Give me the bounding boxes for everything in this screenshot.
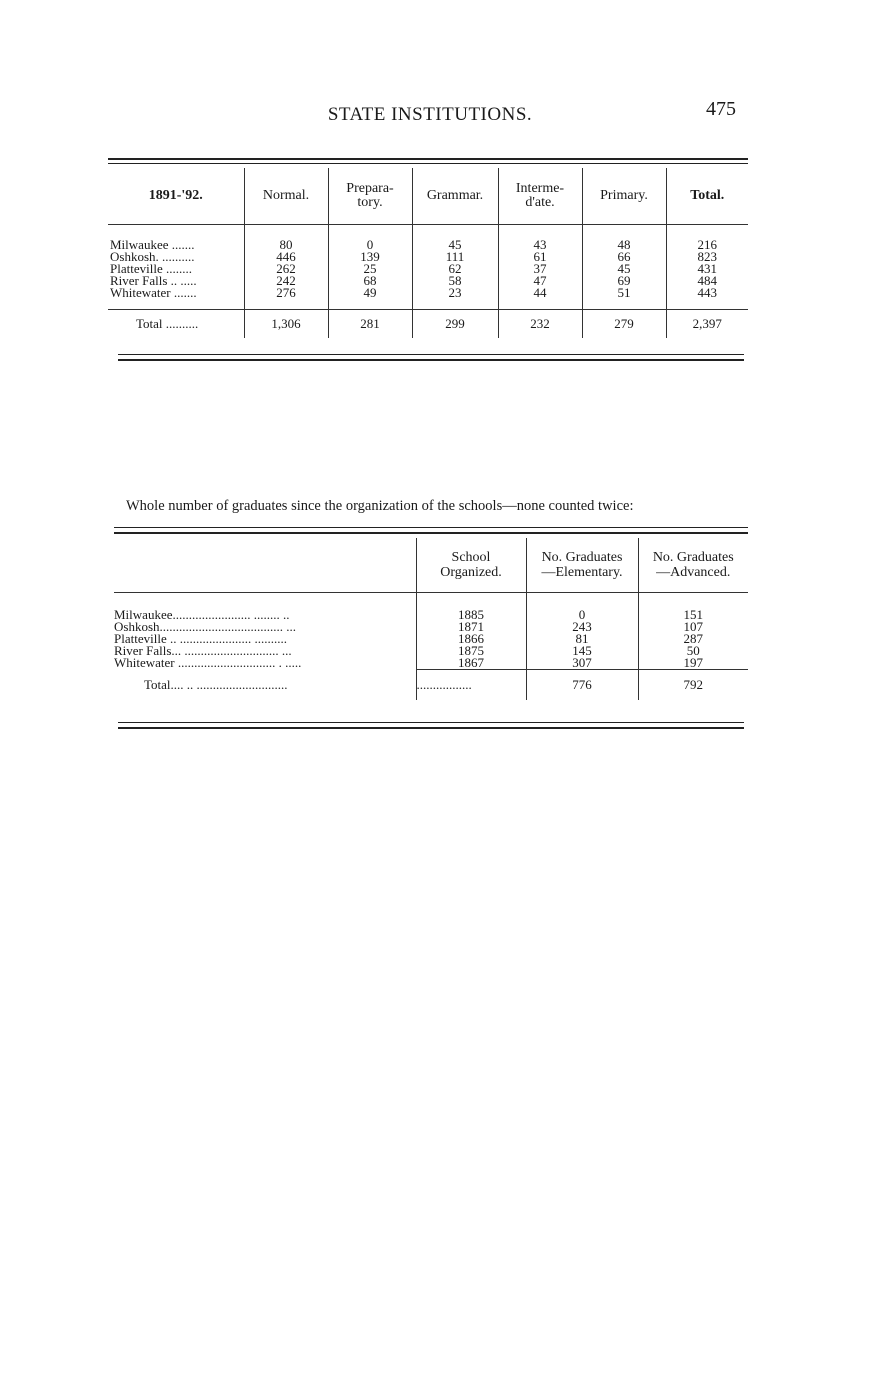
- table-cell: 68: [328, 275, 412, 287]
- table-row: [108, 263, 748, 275]
- bottom-double-rule-upper: [118, 354, 744, 355]
- table-cell: 69: [582, 275, 666, 287]
- table-cell: 823: [697, 249, 717, 264]
- table-caption: Whole number of graduates since the organization of the schools—none counted twice:: [126, 498, 634, 514]
- running-title: STATE INSTITUTIONS.: [327, 104, 533, 125]
- table-cell: 139: [328, 251, 412, 263]
- top-double-rule-lower: [114, 532, 748, 534]
- table-cell: 242: [244, 275, 328, 287]
- total-label: Total.... .. ............................: [144, 676, 288, 692]
- table-cell: 0: [526, 609, 638, 621]
- bottom-double-rule-lower: [118, 727, 744, 729]
- table-cell: 80: [244, 239, 328, 251]
- row-label: Whitewater .............................. . .....: [114, 657, 302, 670]
- column-header-intermediate: Interme- d'ate.: [498, 168, 582, 225]
- table-row: [114, 645, 748, 657]
- graduates-table: [114, 538, 748, 700]
- row-label: Oshkosh...................................... ...: [114, 621, 297, 633]
- table-cell: 1866: [416, 633, 526, 645]
- total-label: Total ..........: [108, 310, 244, 339]
- row-label: Platteville ........: [108, 263, 244, 275]
- row-label: River Falls .. .....: [108, 275, 244, 287]
- table-cell: 307: [526, 657, 638, 670]
- table-cell: 431: [697, 261, 717, 276]
- total-cell: 776: [526, 670, 638, 701]
- total-cell: 2,397: [666, 310, 748, 339]
- graduates-header-row: [114, 538, 748, 593]
- table-row: [108, 275, 748, 287]
- table-cell: 62: [412, 263, 498, 275]
- table-cell: 37: [498, 263, 582, 275]
- table-cell: 44: [498, 287, 582, 299]
- table-row: [114, 621, 748, 633]
- table-cell: 107: [683, 619, 703, 634]
- table-cell: 66: [582, 251, 666, 263]
- enrollment-table: [108, 168, 748, 338]
- total-row: [114, 670, 748, 701]
- column-header-primary: Primary.: [582, 168, 666, 225]
- table-row: [108, 287, 748, 299]
- table-row: [108, 251, 748, 263]
- table-cell: 81: [526, 633, 638, 645]
- row-label: Milwaukee........................ ........ ..: [114, 609, 290, 621]
- column-header-elementary: No. Graduates —Elementary.: [526, 538, 638, 593]
- table-cell: 216: [697, 237, 717, 252]
- column-header-grammar: Grammar.: [412, 168, 498, 225]
- table-cell: 23: [412, 287, 498, 299]
- table-cell: 443: [697, 285, 717, 300]
- row-label: Whitewater .......: [108, 287, 244, 299]
- row-label: Oshkosh. ..........: [108, 251, 244, 263]
- table-cell: 49: [328, 287, 412, 299]
- bottom-double-rule-lower: [118, 359, 744, 361]
- table-cell: 1871: [416, 621, 526, 633]
- table-cell: 1875: [416, 645, 526, 657]
- enrollment-header-row: [108, 168, 748, 225]
- column-header-blank: [114, 538, 416, 593]
- total-row: [108, 310, 748, 339]
- table-row: [114, 609, 748, 621]
- table-cell: 446: [244, 251, 328, 263]
- row-label: Milwaukee .......: [108, 239, 244, 251]
- table-row: [114, 633, 748, 645]
- table-cell: 276: [244, 287, 328, 299]
- table-cell: 262: [244, 263, 328, 275]
- table-cell: 25: [328, 263, 412, 275]
- table-cell: 61: [498, 251, 582, 263]
- total-cell: 792: [638, 670, 748, 701]
- table-cell: 151: [683, 607, 703, 622]
- bottom-double-rule-upper: [118, 722, 744, 723]
- page-number: 475: [706, 98, 736, 120]
- table-cell: 47: [498, 275, 582, 287]
- table-row: [114, 657, 748, 670]
- table-cell: 51: [582, 287, 666, 299]
- table-cell: 197: [683, 655, 703, 670]
- total-cell: 299: [412, 310, 498, 339]
- table-cell: 45: [412, 239, 498, 251]
- table-cell: 1867: [416, 657, 526, 670]
- column-header-normal: Normal.: [244, 168, 328, 225]
- column-header-advanced: No. Graduates —Advanced.: [652, 550, 734, 580]
- table-cell: 58: [412, 275, 498, 287]
- row-label: River Falls... ............................. ...: [114, 645, 292, 657]
- total-cell: 232: [498, 310, 582, 339]
- table-cell: 484: [697, 273, 717, 288]
- column-header-preparatory: Prepara- tory.: [328, 168, 412, 225]
- total-cell: .................: [416, 670, 526, 701]
- top-double-rule-upper: [114, 527, 748, 528]
- column-header-school-organized: School Organized.: [416, 538, 526, 593]
- table-cell: 1885: [416, 609, 526, 621]
- table-cell: 0: [328, 239, 412, 251]
- top-double-rule-upper: [108, 158, 748, 160]
- top-double-rule-lower: [108, 163, 748, 164]
- table-cell: 145: [526, 645, 638, 657]
- row-label: Platteville .. ...................... ..........: [114, 633, 287, 645]
- total-cell: 1,306: [244, 310, 328, 339]
- table-cell: 111: [412, 251, 498, 263]
- table-cell: 50: [686, 643, 700, 658]
- year-label: 1891-'92.: [108, 168, 244, 225]
- table-cell: 43: [498, 239, 582, 251]
- column-header-total: Total.: [690, 188, 725, 203]
- table-row: [108, 239, 748, 251]
- table-cell: 45: [582, 263, 666, 275]
- total-cell: 281: [328, 310, 412, 339]
- table-cell: 243: [526, 621, 638, 633]
- total-cell: 279: [582, 310, 666, 339]
- table-cell: 48: [582, 239, 666, 251]
- table-cell: 287: [683, 631, 703, 646]
